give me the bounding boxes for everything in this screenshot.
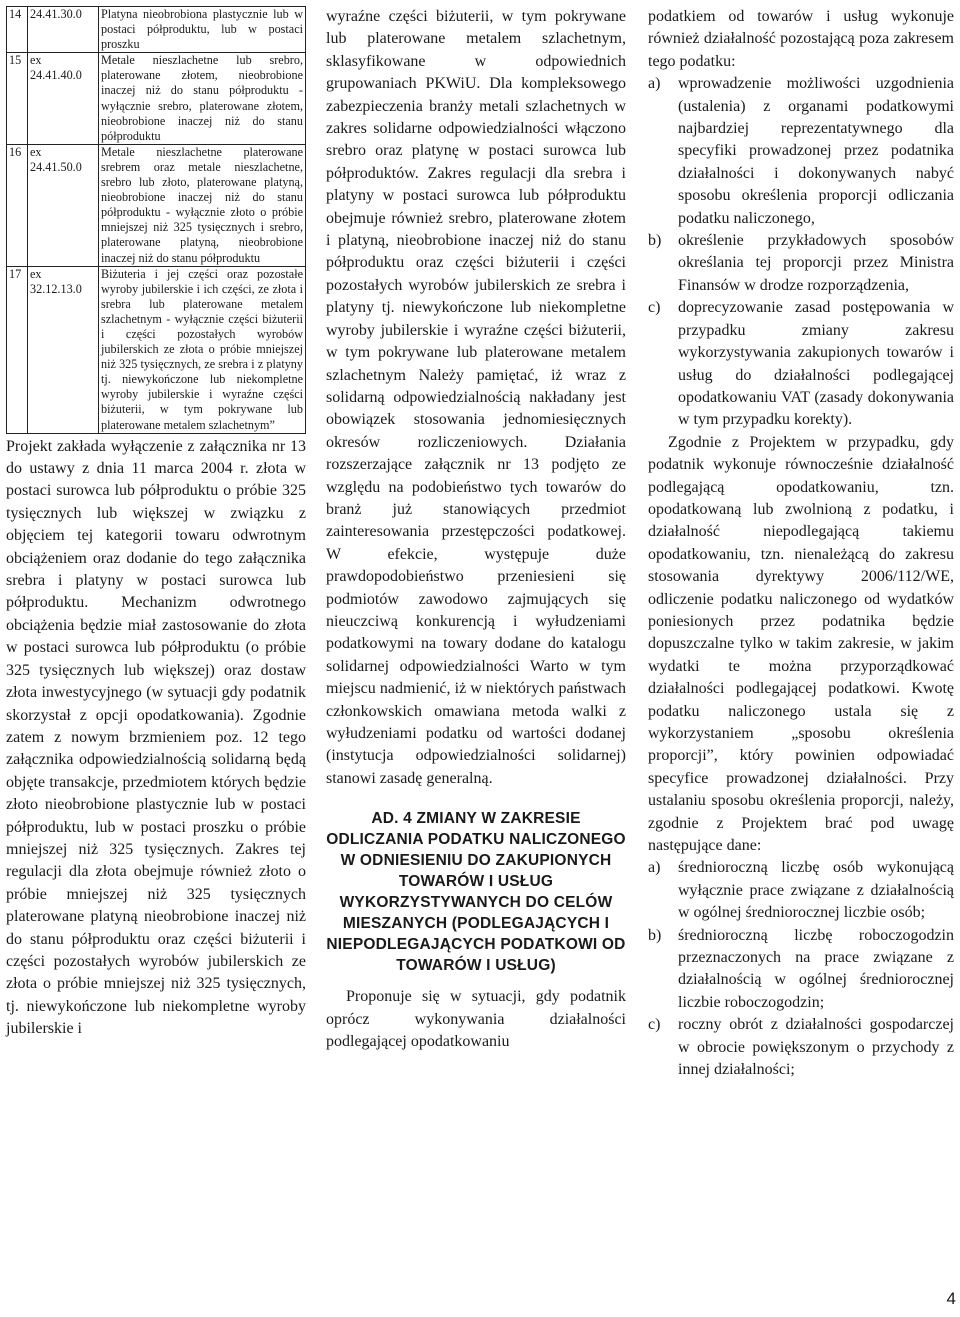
- pkwiu-code-line: 24.41.30.0: [30, 7, 82, 21]
- list-item: [648, 1014, 954, 1081]
- left-paragraph: Projekt zakłada wyłączenie z załącznika nr 13 do ustawy z dnia 11 marca 2004 r. złota w postaci surowca lub półproduktu o próbie 325 tysięcznych lub większej w związku z objęciem tej kategorii towaru odwrotnym obciążeniem oraz dodanie do tego załącznika srebra i platyny w postaci surowca lub półproduktu. Mechanizm odwrotnego obciążenia będzie miał zastosowanie do złota w postaci surowca lub półproduktu (o próbie 325 tysięcznych lub większej) oraz dostaw złota inwestycyjnego (w sytuacji gdy podatnik skorzystał z opcji opodatkowania). Zgodnie zatem z nowym brzmieniem poz. 12 tego załącznika odpowiedzialnością solidarną będą objęte transakcje, przedmiotem których będzie złoto nieobrobione plastycznie lub w postaci półproduktu, lub w postaci proszku o próbie mniejszej niż 325 tysięcznych. Zakres tej regulacji dla złota obejmuje również złoto o próbie mniejszej niż 325 tysięcznych platerowane platyną nieobrobione inaczej niż do stanu półproduktu oraz części biżuterii i części pozostałych wyrobów jubilerskich ze złota o próbie mniejszej niż 325 tysięcznych, tj. niewykończone lub niekompletne wyroby jubilerskie i: [6, 437, 306, 1038]
- list-marker: b): [648, 926, 662, 944]
- row-number: 16: [7, 144, 28, 266]
- page-number: 4: [946, 1289, 956, 1308]
- right-body-text-2: [648, 432, 954, 858]
- pkwiu-code-line: ex: [30, 266, 42, 281]
- pkwiu-code: [28, 144, 99, 266]
- list-item-text: roczny obrót z działalności gospodarczej w obrocie powiększonym o przychody z innej działalności;: [678, 1016, 954, 1079]
- column-left: [6, 6, 306, 1041]
- list-item: [648, 297, 954, 431]
- goods-table-body: [7, 7, 306, 434]
- right-paragraph-2: Zgodnie z Projektem w przypadku, gdy podatnik wykonuje równocześnie działalność podlegającą opodatkowaniu, tzn. opodatkowaną lub zwolnioną z podatku, i działalność niepodlegającą takiemu opodatkowaniu, tzn. nienależącą do zakresu stosowania dyrektywy 2006/112/WE, odliczenie podatku naliczonego od wydatków poniesionych przez podatnika będzie dopuszczalne tylko w takim zakresie, w jakim wydatki te można przyporządkować działalności podlegającej podatkowi. Kwotę podatku naliczonego ustala się z wykorzystaniem „sposobu określenia proporcji”, który powinien odpowiadać specyfice prowadzonej działalności. Przy ustalaniu sposobu określenia proporcji, należy, zgodnie z Projektem brać pod uwagę następujące dane:: [648, 433, 954, 855]
- list-marker: c): [648, 1016, 661, 1034]
- goods-table: [6, 6, 306, 434]
- table-row: [7, 144, 306, 266]
- list-item-text: doprecyzowanie zasad postępowania w przypadku zmiany zakresu wykorzystywania zakupionych towarów i usług do działalności podlegającej opodatkowaniu VAT (zasady dokonywania w tym przypadku korekty).: [678, 299, 954, 429]
- pkwiu-code-line: ex: [30, 53, 42, 68]
- list-item-text: wprowadzenie możliwości uzgodnienia (ustalenia) z organami podatkowymi najbardziej reprezentatywnego dla specyfiki prowadzonej przez podatnika działalności i dokonywanych nabyć sposobu określenia proporcji odliczania podatku naliczonego,: [678, 75, 954, 227]
- right-body-text: [648, 6, 954, 73]
- pkwiu-code-line: 24.41.40.0: [30, 68, 82, 83]
- row-number: 14: [7, 7, 28, 53]
- pkwiu-code-line: 32.12.13.0: [30, 281, 82, 296]
- pkwiu-code: [28, 53, 99, 145]
- table-row: [7, 53, 306, 145]
- list-item: [648, 230, 954, 297]
- list-item-text: średnioroczną liczbę osób wykonującą wyłącznie prace związane z działalnością w ogólnej średniorocznej liczbie osób;: [678, 859, 954, 922]
- list-marker: c): [648, 299, 661, 317]
- pkwiu-code: [28, 266, 99, 433]
- pkwiu-code-line: ex: [30, 144, 42, 159]
- list-item: [648, 925, 954, 1015]
- goods-description: Metale nieszlachetne lub srebro, platerowane złotem, nieobrobione inaczej niż do stanu półproduktu - wyłącznie srebro, platerowane złotem, nieobrobione inaczej niż do stanu półproduktu: [99, 53, 306, 145]
- table-row: [7, 266, 306, 433]
- list-item-text: średnioroczną liczbę roboczogodzin przeznaczonych na prace związane z działalnością w ogólnej średniorocznej liczbie roboczogodzin;: [678, 926, 954, 1011]
- row-number: 17: [7, 266, 28, 433]
- list-item-text: określenie przykładowych sposobów określania tej proporcji przez Ministra Finansów w drodze rozporządzenia,: [678, 232, 954, 294]
- goods-description: Biżuteria i jej części oraz pozostałe wyroby jubilerskie i ich części, ze złota i srebra lub platerowane metalem szlachetnym - wyłącznie części biżuterii i części pozostałych wyrobów jubilerskich ze złota o próbie mniejszej niż 325 tysięcznych, ze srebra i z platyny tj. niewykończone lub niekompletne wyroby jubilerskie i wyraźne części biżuterii, w tym pokrywane lub platerowane metalem szlachetnym”: [99, 266, 306, 433]
- list-marker: a): [648, 859, 661, 877]
- list-item: [648, 73, 954, 230]
- section-heading: AD. 4 ZMIANY W ZAKRESIE ODLICZANIA PODATKU NALICZONEGO W ODNIESIENIU DO ZAKUPIONYCH TOWARÓW I USŁUG WYKORZYSTYWANYCH DO CELÓW MIESZANYCH (PODLEGAJĄCYCH I NIEPODLEGAJĄCYCH PODATKOWI OD TOWARÓW I USŁUG): [326, 810, 626, 975]
- middle-body-text-2: [326, 986, 626, 1053]
- list-item: [648, 857, 954, 924]
- goods-description: Platyna nieobrobiona plastycznie lub w postaci półproduktu, lub w postaci proszku: [99, 7, 306, 53]
- table-row: [7, 7, 306, 53]
- list-marker: b): [648, 232, 662, 250]
- column-right: [648, 6, 954, 1082]
- middle-paragraph-2: Proponuje się w sytuacji, gdy podatnik oprócz wykonywania działalności podlegającej opodatkowaniu: [326, 988, 626, 1051]
- middle-paragraph: wyraźne części biżuterii, w tym pokrywane lub platerowane metalem szlachetnym, sklasyfikowane w odpowiednich grupowaniach PKWiU. Dla kompleksowego zabezpieczenia branży metali szlachetnych w zakres solidarne odpowiedzialności włączono srebro oraz platynę w postaci surowca lub półproduktów. Zakres regulacji dla srebra i platyny w postaci surowca lub półproduktu obejmuje również srebro, platerowane złotem i platyną, nieobrobione inaczej niż do stanu półproduktu oraz części biżuterii i części pozostałych wyrobów jubilerskich ze srebra i platyny tj. niewykończone lub niekompletne wyroby jubilerskie i wyraźne części biżuterii, w tym pokrywane lub platerowane metalem szlachetnym Należy pamiętać, iż wraz z solidarną odpowiedzialnością nakładany jest obowiązek stosowania jednomiesięcznych okresów rozliczeniowych. Działania rozszerzające załącznik nr 13 podjęto ze względu na podobieństwo tych towarów do branż już stanowiących przedmiot zainteresowania przestępczości podatkowej. W efekcie, występuje duże prawdopodobieństwo przeniesieni się podmiotów zawodowo zajmujących się nieuczciwą konkurencją i wyłudzeniami podatkowymi na towary dodane do katalogu solidarnej odpowiedzialności Warto w tym miejscu nadmienić, iż w niektórych państwach członkowskich omawiana metoda walki z wyłudzeniami podatku od wartości dodanej (instytucja odpowiedzialności solidarnej) stanowi zasadę generalną.: [326, 8, 626, 787]
- row-number: 15: [7, 53, 28, 145]
- proposal-list: [648, 73, 954, 432]
- right-paragraph: podatkiem od towarów i usług wykonuje również działalność pozostającą poza zakresem tego podatku:: [648, 8, 954, 70]
- pkwiu-code: [28, 7, 99, 53]
- goods-description: Metale nieszlachetne platerowane srebrem oraz metale nieszlachetne, srebro lub złoto, platerowane platyną, nieobrobione inaczej niż do stanu półproduktu - wyłącznie złoto o próbie mniejszej niż 325 tysięcznych i srebro, platerowane platyną, nieobrobione inaczej niż do stanu półproduktu: [99, 144, 306, 266]
- pkwiu-code-line: 24.41.50.0: [30, 159, 82, 174]
- list-marker: a): [648, 75, 661, 93]
- left-body-text: [6, 436, 306, 1041]
- column-middle: [326, 6, 626, 1053]
- proportion-data-list: [648, 857, 954, 1081]
- middle-body-text: [326, 6, 626, 790]
